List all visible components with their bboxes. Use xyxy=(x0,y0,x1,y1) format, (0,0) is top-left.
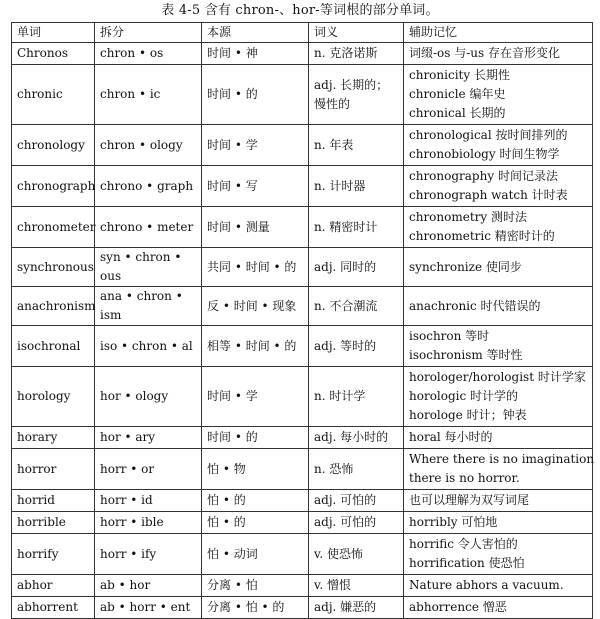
header-origin: 本源 xyxy=(202,23,309,43)
cell-memory xyxy=(404,512,593,534)
cell-word: horology xyxy=(12,367,95,427)
cell-origin: 时间 • 学 xyxy=(202,125,309,166)
cell-origin: 怕 • 的 xyxy=(202,512,309,534)
header-word: 单词 xyxy=(12,23,95,43)
cell-memory xyxy=(404,575,593,597)
cell-origin: 时间 • 神 xyxy=(202,43,309,65)
cell-origin: 时间 • 的 xyxy=(202,65,309,125)
cell-word: chronometer xyxy=(12,207,95,248)
cell-origin: 分离 • 怕 • 的 xyxy=(202,597,309,619)
cell-origin: 分离 • 怕 xyxy=(202,575,309,597)
table-row xyxy=(12,287,593,326)
memory-line: 词缀-os 与-us 存在音形变化 xyxy=(409,46,561,60)
cell-memory xyxy=(404,65,593,125)
cell-meaning: adj. 嫌恶的 xyxy=(309,597,404,619)
cell-origin: 相等 • 时间 • 的 xyxy=(202,326,309,367)
table-header-row xyxy=(12,23,593,43)
cell-origin: 时间 • 测量 xyxy=(202,207,309,248)
table-row xyxy=(12,427,593,449)
cell-origin: 共同 • 时间 • 的 xyxy=(202,248,309,287)
memory-line: chronometric 精密时计的 xyxy=(409,229,555,243)
table-row xyxy=(12,449,593,490)
cell-word: horrible xyxy=(12,512,95,534)
memory-line: there is no horror. xyxy=(409,471,520,485)
memory-line: chronicity 长期性 xyxy=(409,68,510,82)
cell-split: ab • hor xyxy=(95,575,202,597)
table-row xyxy=(12,125,593,166)
memory-line: horrific 令人害怕的 xyxy=(409,537,518,551)
header-memory: 辅助记忆 xyxy=(404,23,593,43)
cell-meaning: v. 憎恨 xyxy=(309,575,404,597)
memory-line: chronological 按时间排列的 xyxy=(409,128,568,142)
cell-meaning: adj. 等时的 xyxy=(309,326,404,367)
memory-line: chronobiology 时间生物学 xyxy=(409,147,560,161)
cell-split: hor • ary xyxy=(95,427,202,449)
memory-line: chronometry 测时法 xyxy=(409,210,527,224)
cell-word: abhor xyxy=(12,575,95,597)
cell-word: chronic xyxy=(12,65,95,125)
memory-line: chronical 长期的 xyxy=(409,106,506,120)
memory-line: isochronism 等时性 xyxy=(409,348,523,362)
cell-memory xyxy=(404,534,593,575)
memory-line: chronograph watch 计时表 xyxy=(409,188,568,202)
cell-memory xyxy=(404,597,593,619)
memory-line: horrification 使恐怕 xyxy=(409,556,525,570)
cell-word: horrify xyxy=(12,534,95,575)
cell-word: synchronous xyxy=(12,248,95,287)
memory-line: Nature abhors a vacuum. xyxy=(409,578,564,592)
cell-memory xyxy=(404,449,593,490)
cell-split: horr • id xyxy=(95,490,202,512)
memory-line: horologer/horologist 时计学家 xyxy=(409,370,586,384)
cell-memory xyxy=(404,43,593,65)
cell-split: iso • chron • al xyxy=(95,326,202,367)
table-row xyxy=(12,207,593,248)
table-row xyxy=(12,326,593,367)
cell-memory xyxy=(404,125,593,166)
cell-meaning: adj. 每小时的 xyxy=(309,427,404,449)
cell-split: syn • chron • ous xyxy=(95,248,202,287)
table-row xyxy=(12,490,593,512)
memory-line: synchronize 使同步 xyxy=(409,259,522,274)
cell-meaning: n. 恐怖 xyxy=(309,449,404,490)
cell-meaning: adj. 可怕的 xyxy=(309,512,404,534)
cell-word: horror xyxy=(12,449,95,490)
header-meaning: 词义 xyxy=(309,23,404,43)
memory-line: anachronic 时代错误的 xyxy=(409,298,541,313)
cell-split: chrono • graph xyxy=(95,166,202,207)
table-row xyxy=(12,597,593,619)
cell-split: chrono • meter xyxy=(95,207,202,248)
cell-memory xyxy=(404,490,593,512)
cell-word: chronograph xyxy=(12,166,95,207)
table-row xyxy=(12,65,593,125)
memory-line: isochron 等时 xyxy=(409,329,490,343)
cell-memory xyxy=(404,287,593,326)
cell-split: chron • ic xyxy=(95,65,202,125)
cell-memory xyxy=(404,207,593,248)
memory-line: abhorrence 憎恶 xyxy=(409,600,507,614)
cell-word: horrid xyxy=(12,490,95,512)
cell-meaning: adj. 可怕的 xyxy=(309,490,404,512)
cell-split: horr • or xyxy=(95,449,202,490)
cell-origin: 反 • 时间 • 现象 xyxy=(202,287,309,326)
table-caption: 表 4-5 含有 chron-、hor-等词根的部分单词。 xyxy=(161,3,439,18)
cell-meaning: n. 时计学 xyxy=(309,367,404,427)
header-split: 拆分 xyxy=(95,23,202,43)
cell-meaning: n. 年表 xyxy=(309,125,404,166)
cell-split: ana • chron • ism xyxy=(95,287,202,326)
cell-origin: 时间 • 的 xyxy=(202,427,309,449)
cell-meaning: adj. 同时的 xyxy=(309,248,404,287)
cell-split: chron • ology xyxy=(95,125,202,166)
cell-memory xyxy=(404,248,593,287)
cell-memory xyxy=(404,166,593,207)
memory-line: horal 每小时的 xyxy=(409,430,493,444)
cell-split: chron • os xyxy=(95,43,202,65)
memory-line: Where there is no imagination xyxy=(409,452,595,466)
table-body xyxy=(12,43,593,619)
cell-word: isochronal xyxy=(12,326,95,367)
memory-line: chronicle 编年史 xyxy=(409,87,506,101)
table-row xyxy=(12,512,593,534)
cell-word: anachronism xyxy=(12,287,95,326)
cell-memory xyxy=(404,427,593,449)
cell-split: ab • horr • ent xyxy=(95,597,202,619)
memory-line: horologic 时计学的 xyxy=(409,389,519,403)
cell-word: abhorrent xyxy=(12,597,95,619)
cell-memory xyxy=(404,326,593,367)
table-row xyxy=(12,575,593,597)
cell-meaning: adj. 长期的；慢性的 xyxy=(309,65,404,125)
memory-line: horribly 可怕地 xyxy=(409,515,498,529)
vocabulary-table xyxy=(11,22,593,619)
memory-line: 也可以理解为双写词尾 xyxy=(409,493,530,507)
cell-memory xyxy=(404,367,593,427)
cell-word: horary xyxy=(12,427,95,449)
cell-origin: 怕 • 动词 xyxy=(202,534,309,575)
cell-word: chronology xyxy=(12,125,95,166)
cell-meaning: v. 使恐怖 xyxy=(309,534,404,575)
table-row xyxy=(12,367,593,427)
memory-line: chronography 时间记录法 xyxy=(409,169,558,183)
cell-split: horr • ify xyxy=(95,534,202,575)
table-row xyxy=(12,166,593,207)
cell-meaning: n. 计时器 xyxy=(309,166,404,207)
cell-meaning: n. 不合潮流 xyxy=(309,287,404,326)
cell-split: horr • ible xyxy=(95,512,202,534)
memory-line: horologe 时计；钟表 xyxy=(409,408,527,422)
cell-origin: 时间 • 写 xyxy=(202,166,309,207)
table-row xyxy=(12,43,593,65)
cell-origin: 怕 • 的 xyxy=(202,490,309,512)
table-row xyxy=(12,248,593,287)
cell-word: Chronos xyxy=(12,43,95,65)
cell-origin: 怕 • 物 xyxy=(202,449,309,490)
cell-meaning: n. 精密时计 xyxy=(309,207,404,248)
cell-split: hor • ology xyxy=(95,367,202,427)
cell-meaning: n. 克洛诺斯 xyxy=(309,43,404,65)
cell-origin: 时间 • 学 xyxy=(202,367,309,427)
table-row xyxy=(12,534,593,575)
